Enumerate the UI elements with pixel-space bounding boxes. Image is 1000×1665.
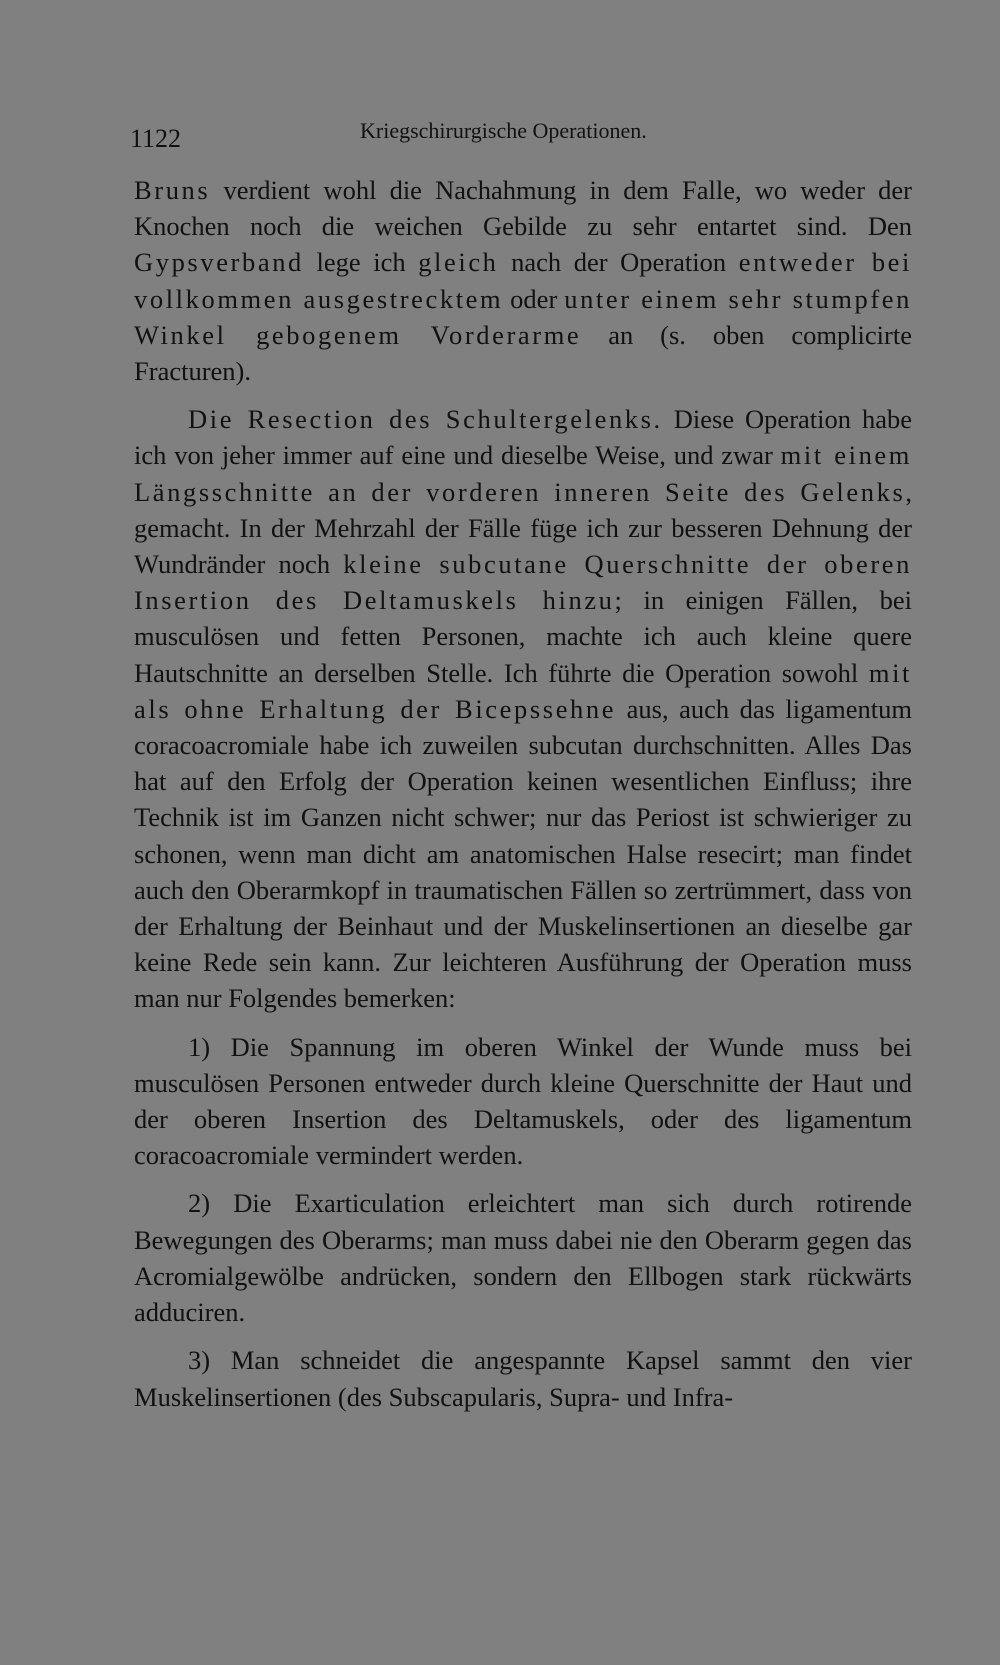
emphasized-text: entweder bei vollkommen ausgestrecktem <box>134 247 913 314</box>
body-text <box>134 172 912 1415</box>
page-header <box>130 118 910 158</box>
text-run: an (s. oben complicirte Fracturen). <box>134 319 912 387</box>
paragraph <box>134 1185 912 1330</box>
paragraph <box>134 1342 912 1414</box>
text-run: 1) Die Spannung im oberen Winkel der Wunde muss bei musculösen Personen entweder durch kleine Querschnitte der Haut und der oberen Insertion des Deltamuskels, oder des ligamentum coracoacromiale vermindert werden. <box>134 1031 912 1171</box>
text-run: 3) Man schneidet die angespannte Kapsel sammt den vier Muskelinsertionen (des Subscapularis, Supra- und Infra- <box>134 1345 912 1412</box>
emphasized-text: Die Resection des Schultergelenks. <box>188 404 663 435</box>
running-head: Kriegschirurgische Operationen. <box>360 118 647 143</box>
text-run: oder <box>503 283 565 314</box>
text-run: lege ich <box>303 247 419 278</box>
text-run: 2) Die Exarticulation erleichtert man sich durch rotirende Bewegungen des Oberarms; man muss dabei nie den Oberarm gegen das Acromialgewölbe andrücken, sondern den Ellbogen stark rückwärts adduciren. <box>134 1188 912 1328</box>
emphasized-text: unter einem sehr stumpfen Winkel gebogenem Vorderarme <box>134 283 912 350</box>
paragraph <box>134 1029 912 1174</box>
emphasized-text: Bruns <box>134 175 211 205</box>
text-run: nach der Operation <box>498 247 739 278</box>
emphasized-text: Gypsverband <box>134 247 304 278</box>
paragraph <box>134 172 912 389</box>
text-run: ; in einigen Fällen, bei musculösen und fetten Personen, machte ich auch kleine quere Hautschnitte an derselben Stelle. Ich führte die Operation sowohl <box>134 585 912 688</box>
paragraph <box>134 401 912 1016</box>
emphasized-text: gleich <box>418 247 499 278</box>
emphasized-text: mit einem Längsschnitte an der vorderen inneren Seite des Gelenks <box>134 440 912 507</box>
emphasized-text: kleine subcutane Querschnitte der oberen Insertion des Deltamuskels hinzu <box>134 549 913 616</box>
text-run: aus, auch das ligamentum coracoacromiale habe ich zuweilen subcutan durchschnitten. Alles Das hat auf den Erfolg der Operation keinen wesentlichen Einfluss; ihre Technik ist im Ganzen nicht schwer; nur das Periost ist schwieriger zu schonen, wenn man dicht am anatomischen Halse resecirt; man findet auch den Oberarmkopf in traumatischen Fällen so zertrümmert, dass von der Erhaltung der Beinhaut und der Muskelinsertionen an dieselbe gar keine Rede sein kann. Zur leichteren Ausführung der Operation muss man nur Folgendes bemerken: <box>134 693 912 1014</box>
text-run: , gemacht. In der Mehrzahl der Fälle füge ich zur besseren Dehnung der Wundränder noch <box>134 476 912 580</box>
text-run: verdient wohl die Nachahmung in dem Falle, wo weder der Knochen noch die weichen Gebilde zu sehr entartet sind. Den <box>134 175 912 242</box>
emphasized-text: mit als ohne Erhaltung der Bicepssehne <box>134 657 912 724</box>
text-run: Diese Operation habe ich von jeher immer auf eine und dieselbe Weise, und zwar <box>134 404 912 471</box>
page-number: 1122 <box>130 124 182 153</box>
